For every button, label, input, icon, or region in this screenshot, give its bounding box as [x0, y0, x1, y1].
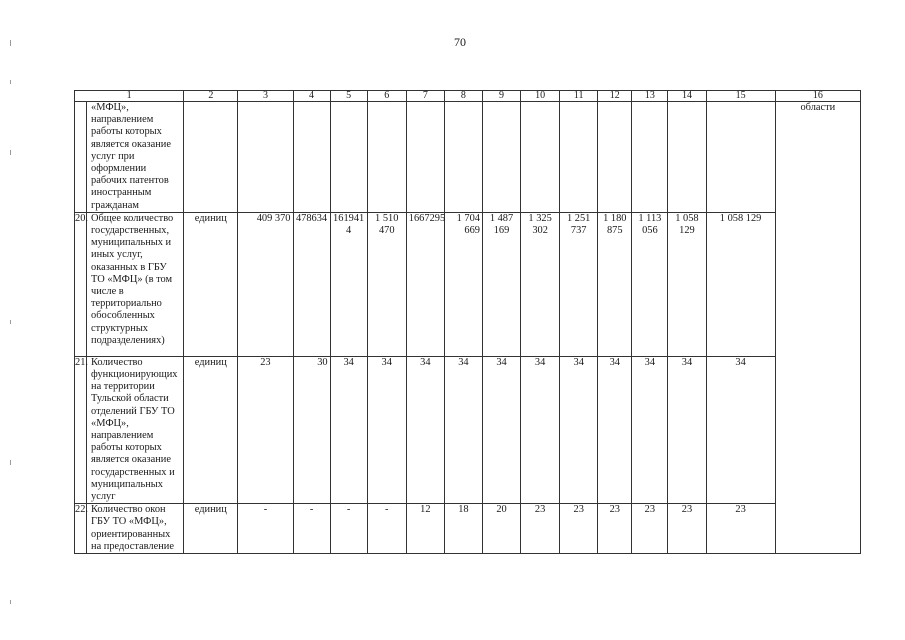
data-table — [74, 90, 861, 554]
row-value: 20 — [482, 504, 520, 554]
row-value: 34 — [482, 356, 520, 503]
row-value: 34 — [521, 356, 560, 503]
row-name: Количество окон ГБУ ТО «МФЦ», ориентированных на предоставление — [87, 504, 184, 554]
col-header: 3 — [238, 91, 293, 102]
row-name: Общее количество государственных, муниципальных и иных услуг, оказанных в ГБУ ТО «МФЦ» (в том числе в территориально обособленных структурных подразделениях) — [87, 212, 184, 356]
col-header: 6 — [367, 91, 406, 102]
row-value: - — [367, 504, 406, 554]
page-number: 70 — [454, 35, 466, 49]
row-value: 34 — [706, 356, 775, 503]
row-value — [598, 102, 632, 213]
row-value: 34 — [367, 356, 406, 503]
row-value: 34 — [668, 356, 706, 503]
col-header: 7 — [406, 91, 444, 102]
scan-artifact — [10, 40, 11, 46]
row-unit: единиц — [184, 504, 238, 554]
row-value: 1 487 169 — [482, 212, 520, 356]
row-value — [560, 102, 598, 213]
col-header: 16 — [775, 91, 860, 102]
scan-artifact — [10, 80, 11, 84]
scan-artifact — [10, 150, 11, 155]
row-value: 23 — [521, 504, 560, 554]
col-header: 9 — [482, 91, 520, 102]
row-name: «МФЦ», направлением работы которых является оказание услуг при оформлении рабочих патентов иностранным гражданам — [87, 102, 184, 213]
row-value — [632, 102, 668, 213]
row-value: 161941 4 — [330, 212, 367, 356]
row-value: 34 — [598, 356, 632, 503]
table-row — [75, 504, 861, 554]
col-header: 8 — [444, 91, 482, 102]
row-value: 23 — [598, 504, 632, 554]
row-value: 23 — [560, 504, 598, 554]
row-number: 21. — [75, 356, 87, 503]
row-value: 1 113 056 — [632, 212, 668, 356]
row-value: 1 510 470 — [367, 212, 406, 356]
row-number: 22. — [75, 504, 87, 554]
row-value: 34 — [632, 356, 668, 503]
row-value: 1 058 129 — [668, 212, 706, 356]
row-value — [668, 102, 706, 213]
table-row — [75, 102, 861, 213]
row-value: 34 — [444, 356, 482, 503]
row-value — [521, 102, 560, 213]
row-value — [238, 102, 293, 213]
col-header: 4 — [293, 91, 330, 102]
row-value: 12 — [406, 504, 444, 554]
row-value — [330, 102, 367, 213]
row-name: Количество функционирующих на территории Тульской области отделений ГБУ ТО «МФЦ», направлением работы которых является оказание государственных и муниципальных услуг — [87, 356, 184, 503]
row-number — [75, 102, 87, 213]
scan-artifact — [10, 460, 11, 465]
row-value — [482, 102, 520, 213]
row-value: 1 180 875 — [598, 212, 632, 356]
scan-artifact — [10, 320, 11, 324]
row-value — [293, 102, 330, 213]
row-value: 1 704 669 — [444, 212, 482, 356]
row-unit: единиц — [184, 356, 238, 503]
row-value: 23 — [668, 504, 706, 554]
row-value: 478634 — [293, 212, 330, 356]
row-value: 1 251 737 — [560, 212, 598, 356]
row-value: 30 — [293, 356, 330, 503]
row-value: 18 — [444, 504, 482, 554]
row-value: - — [330, 504, 367, 554]
row-value: 23 — [632, 504, 668, 554]
col-header: 11 — [560, 91, 598, 102]
row-value: 409 370 — [238, 212, 293, 356]
row-value: - — [238, 504, 293, 554]
col-header: 13 — [632, 91, 668, 102]
table-row — [75, 212, 861, 356]
row-value: 1 058 129 — [706, 212, 775, 356]
scan-artifact — [10, 600, 11, 604]
col-header: 14 — [668, 91, 706, 102]
row-value — [444, 102, 482, 213]
row-value: - — [293, 504, 330, 554]
col-header: 1 — [75, 91, 184, 102]
row-value — [367, 102, 406, 213]
row-value — [706, 102, 775, 213]
row-value: 34 — [406, 356, 444, 503]
side-note: области — [775, 102, 860, 554]
row-number: 20. — [75, 212, 87, 356]
row-value: 23 — [706, 504, 775, 554]
row-value: 23 — [238, 356, 293, 503]
row-value: 34 — [330, 356, 367, 503]
col-header: 5 — [330, 91, 367, 102]
col-header: 2 — [184, 91, 238, 102]
row-value — [406, 102, 444, 213]
row-unit — [184, 102, 238, 213]
row-unit: единиц — [184, 212, 238, 356]
header-row — [75, 91, 861, 102]
row-value: 1667295 — [406, 212, 444, 356]
col-header: 12 — [598, 91, 632, 102]
col-header: 15 — [706, 91, 775, 102]
table-row — [75, 356, 861, 503]
row-value: 1 325 302 — [521, 212, 560, 356]
col-header: 10 — [521, 91, 560, 102]
row-value: 34 — [560, 356, 598, 503]
